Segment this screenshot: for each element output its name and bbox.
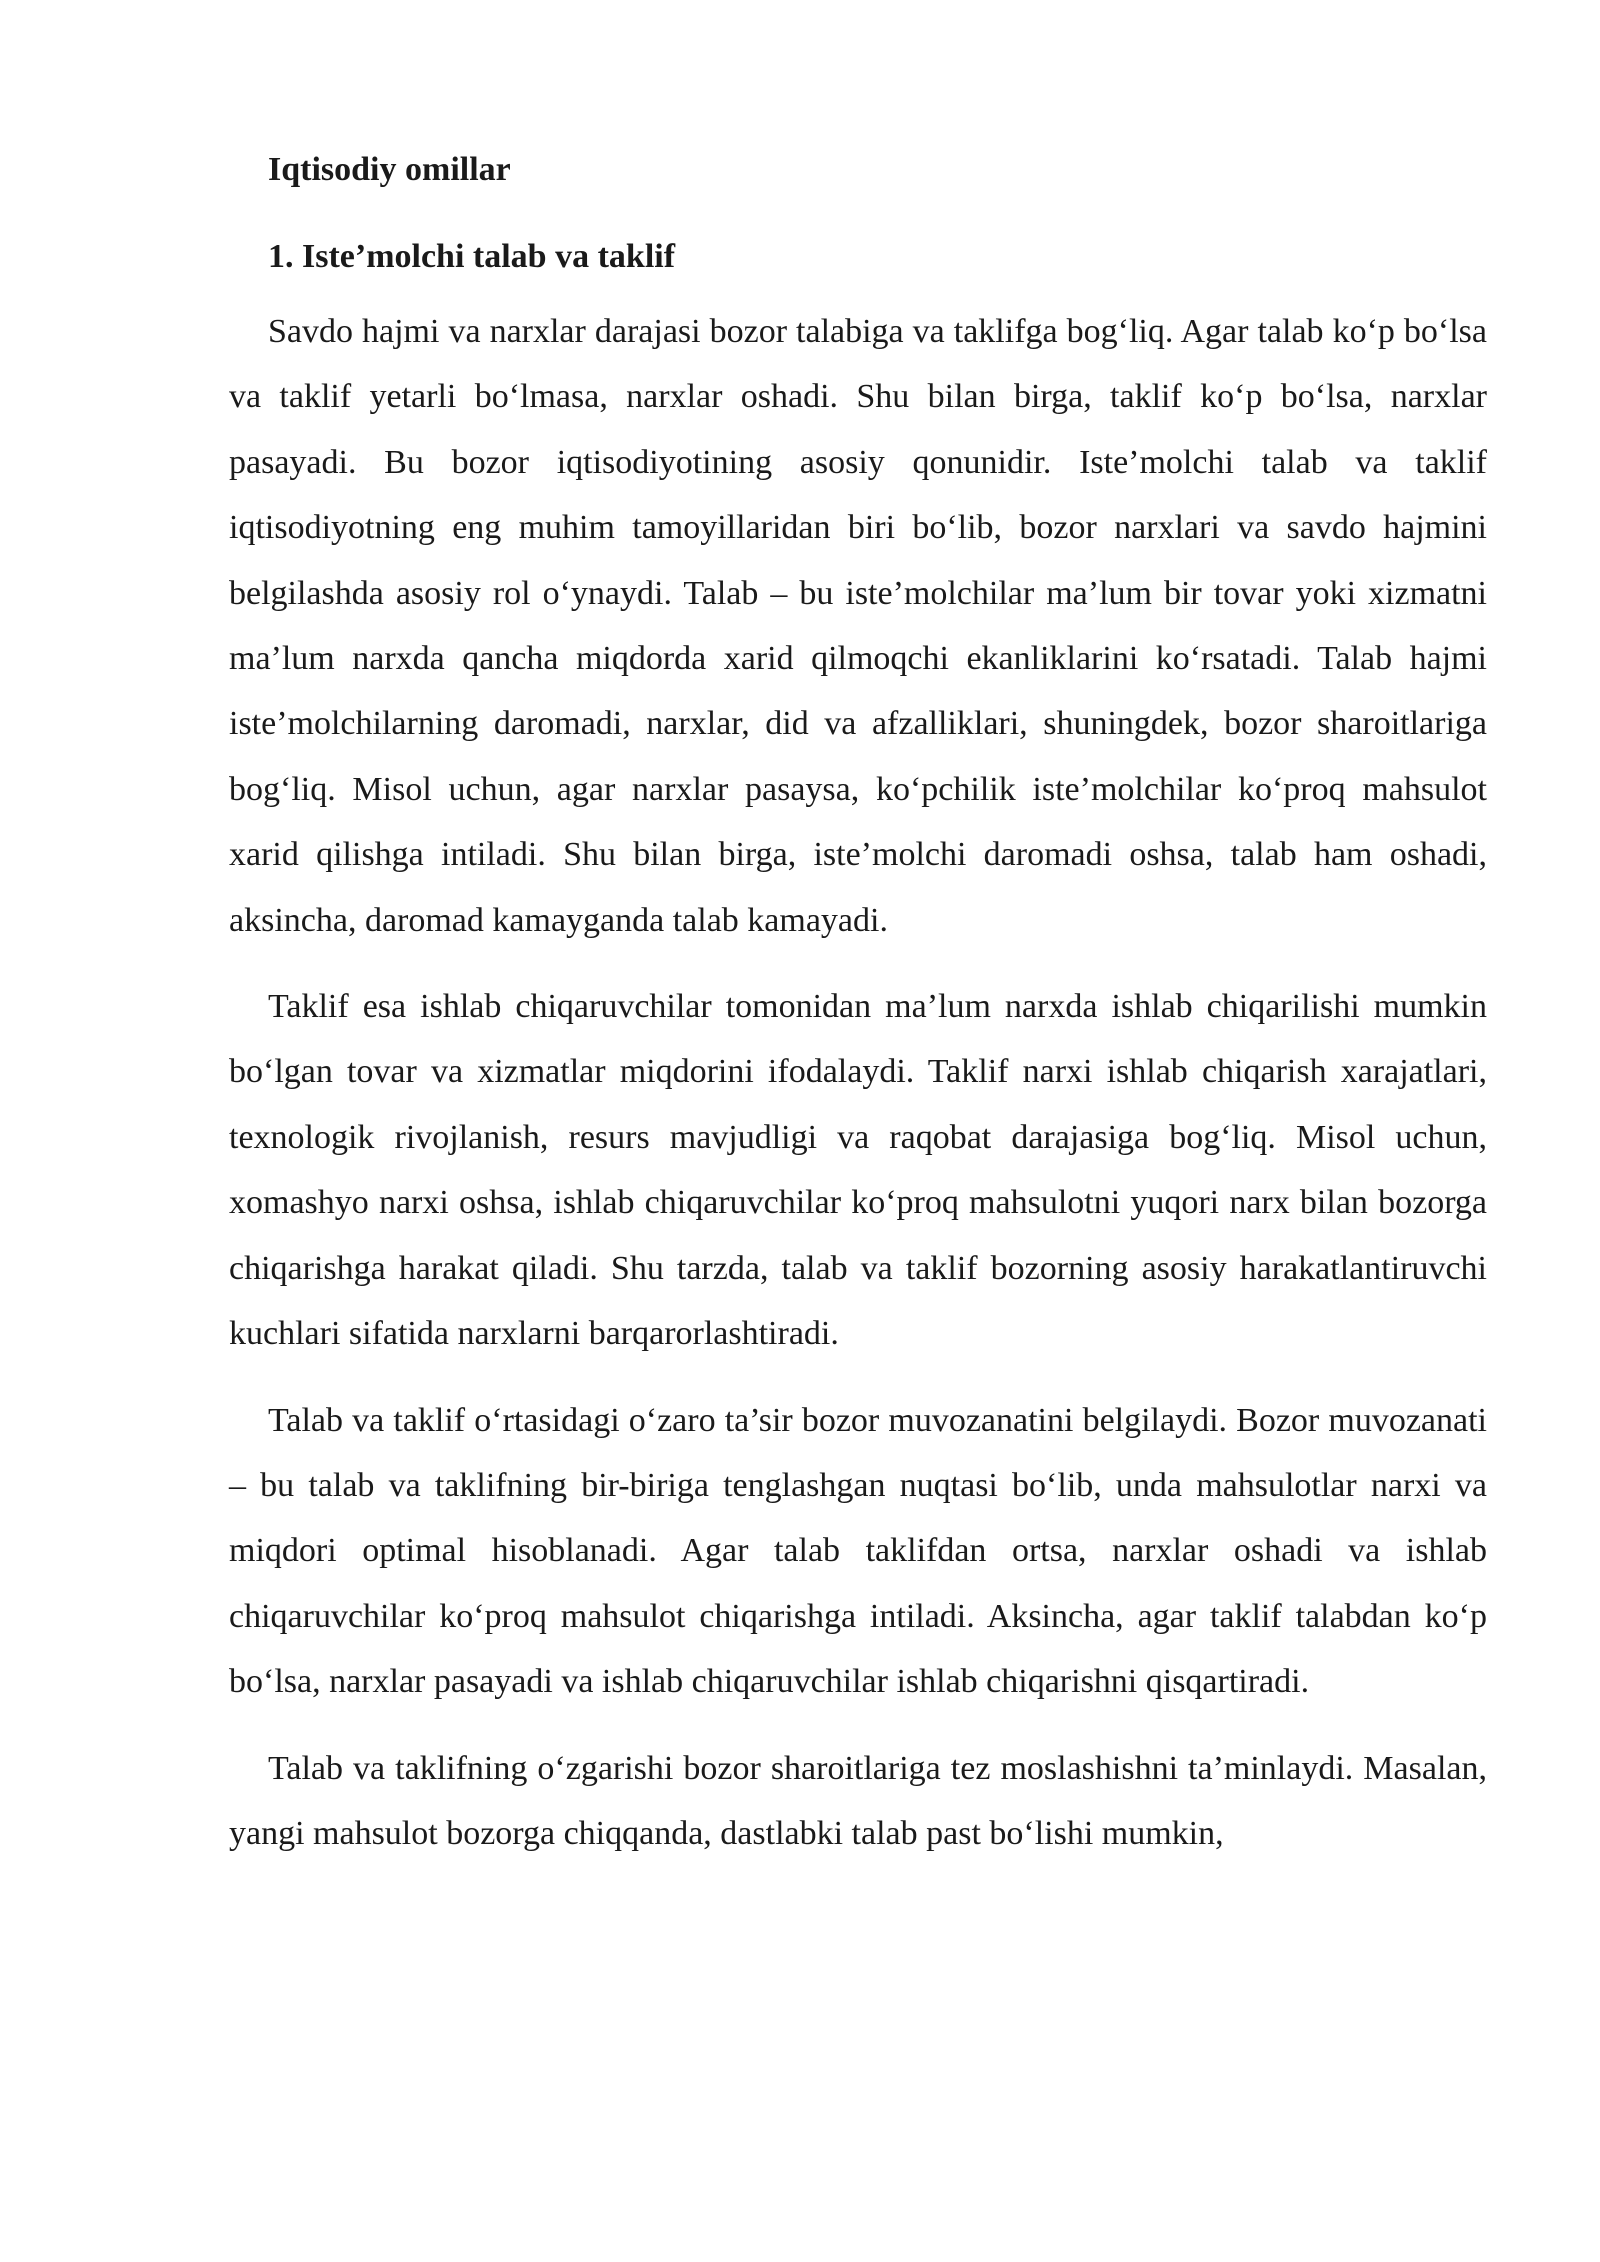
subsection-heading: 1. Iste’molchi talab va taklif bbox=[268, 238, 676, 275]
paragraph-2: Taklif esa ishlab chiqaruvchilar tomonidan ma’lum narxda ishlab chiqarilishi mumkin bo‘lgan tovar va xizmatlar miqdorini ifodalaydi. Taklif narxi ishlab chiqarish xarajatlari, texnologik rivojlanish, resurs mavjudligi va raqobat darajasiga bog‘liq. Misol uchun, xomashyo narxi oshsa, ishlab chiqaruvchilar ko‘proq mahsulotni yuqori narx bilan bozorga chiqarishga harakat qiladi. Shu tarzda, talab va taklif bozorning asosiy harakatlantiruvchi kuchlari sifatida narxlarni barqarorlashtiradi. bbox=[229, 988, 1487, 1353]
paragraph-4: Talab va taklifning o‘zgarishi bozor sharoitlariga tez moslashishni ta’minlaydi. Masalan, yangi mahsulot bozorga chiqqanda, dastlabki talab past bo‘lishi mumkin, bbox=[229, 1749, 1487, 1852]
document-body bbox=[229, 148, 1487, 1887]
paragraph-3: Talab va taklif o‘rtasidagi o‘zaro ta’sir bozor muvozanatini belgilaydi. Bozor muvozanati – bu talab va taklifning bir-biriga tenglashgan nuqtasi bo‘lib, unda mahsulotlar narxi va miqdori optimal hisoblanadi. Agar talab taklifdan ortsa, narxlar oshadi va ishlab chiqaruvchilar ko‘proq mahsulot chiqarishga intiladi. Aksincha, agar taklif talabdan ko‘p bo‘lsa, narxlar pasayadi va ishlab chiqaruvchilar ishlab chiqarishni qisqartiradi. bbox=[229, 1401, 1487, 1701]
paragraph-1: Savdo hajmi va narxlar darajasi bozor talabiga va taklifga bog‘liq. Agar talab ko‘p bo‘lsa va taklif yetarli bo‘lmasa, narxlar oshadi. Shu bilan birga, taklif ko‘p bo‘lsa, narxlar pasayadi. Bu bozor iqtisodiyotining asosiy qonunidir. Iste’molchi talab va taklif iqtisodiyotning eng muhim tamoyillaridan biri bo‘lib, bozor narxlari va savdo hajmini belgilashda asosiy rol o‘ynaydi. Talab – bu iste’molchilar ma’lum bir tovar yoki xizmatni ma’lum narxda qancha miqdorda xarid qilmoqchi ekanliklarini ko‘rsatadi. Talab hajmi iste’molchilarning daromadi, narxlar, did va afzalliklari, shuningdek, bozor sharoitlariga bog‘liq. Misol uchun, agar narxlar pasaysa, ko‘pchilik iste’molchilar ko‘proq mahsulot xarid qilishga intiladi. Shu bilan birga, iste’molchi daromadi oshsa, talab ham oshadi, aksincha, daromad kamayganda talab kamayadi. bbox=[229, 313, 1487, 939]
section-heading: Iqtisodiy omillar bbox=[268, 151, 511, 188]
